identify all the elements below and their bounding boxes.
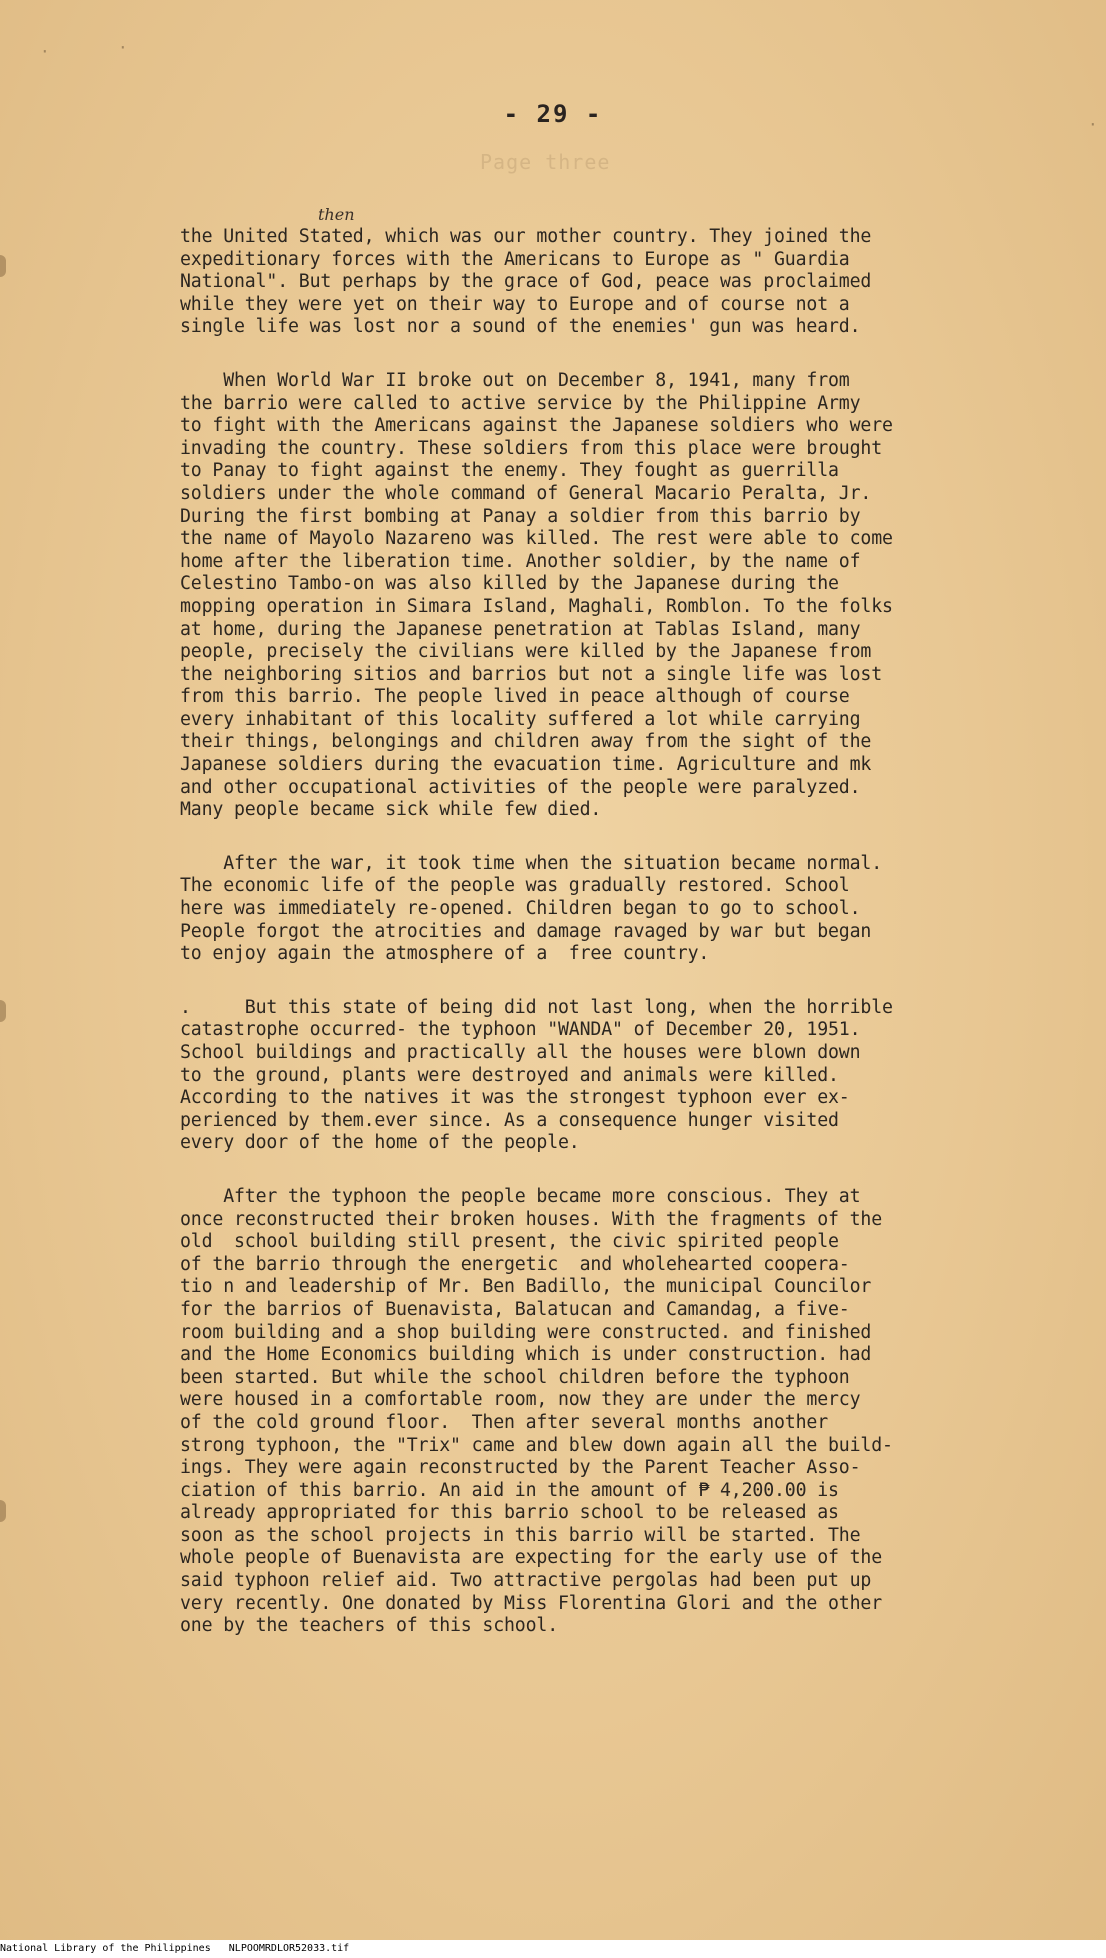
text-line: . But this state of being did not last long, when the horrible <box>180 996 893 1018</box>
paragraph <box>180 1186 1010 1638</box>
scan-footer <box>0 1940 1106 1958</box>
text-line: already appropriated for this barrio school to be released as <box>180 1502 839 1524</box>
bleed-through-text: Page three <box>480 150 611 174</box>
text-line: ciation of this barrio. An aid in the amount of ₱ 4,200.00 is <box>180 1479 839 1501</box>
text-line: the barrio were called to active service by the Philippine Army <box>180 392 861 414</box>
text-line: Celestino Tambo-on was also killed by the Japanese during the <box>180 573 839 595</box>
text-line: tio n and leadership of Mr. Ben Badillo, the municipal Councilor <box>180 1276 872 1298</box>
paper-speck: · <box>1088 115 1098 134</box>
text-line: once reconstructed their broken houses. With the fragments of the <box>180 1208 882 1230</box>
text-line: one by the teachers of this school. <box>180 1615 558 1637</box>
text-line: to the ground, plants were destroyed and animals were killed. <box>180 1064 839 1086</box>
footer-library-name: National Library of the Philippines <box>0 1943 211 1954</box>
text-line: every door of the home of the people. <box>180 1132 580 1154</box>
text-line: catastrophe occurred- the typhoon "WANDA" of December 20, 1951. <box>180 1019 861 1041</box>
text-line: for the barrios of Buenavista, Balatucan and Camandag, a five- <box>180 1298 850 1320</box>
text-line: single life was lost nor a sound of the enemies' gun was heard. <box>180 316 861 338</box>
text-line: After the typhoon the people became more conscious. They at <box>180 1185 861 1207</box>
paragraph <box>180 370 1010 822</box>
text-line: National". But perhaps by the grace of God, peace was proclaimed <box>180 271 872 293</box>
binding-hole-mark <box>0 1000 6 1022</box>
paragraph <box>180 853 1010 966</box>
text-line: of the cold ground floor. Then after several months another <box>180 1411 828 1433</box>
text-line: were housed in a comfortable room, now they are under the mercy <box>180 1389 861 1411</box>
paper-speck: · <box>40 42 50 61</box>
text-line: their things, belongings and children away from the sight of the <box>180 731 872 753</box>
text-line: the name of Mayolo Nazareno was killed. The rest were able to come <box>180 528 893 550</box>
text-line: The economic life of the people was gradually restored. School <box>180 875 850 897</box>
text-line: at home, during the Japanese penetration at Tablas Island, many <box>180 618 861 640</box>
text-line: invading the country. These soldiers from this place were brought <box>180 437 882 459</box>
text-line: room building and a shop building were constructed. and finished <box>180 1321 872 1343</box>
text-line: School buildings and practically all the houses were blown down <box>180 1042 861 1063</box>
text-line: Japanese soldiers during the evacuation time. Agriculture and mk <box>180 754 872 776</box>
text-line: and the Home Economics building which is under construction. had <box>180 1344 872 1366</box>
text-line: ings. They were again reconstructed by the Parent Teacher Asso- <box>180 1457 861 1479</box>
text-line: old school building still present, the civic spirited people <box>180 1231 839 1253</box>
paper-speck: · <box>118 38 128 57</box>
typed-body-text <box>180 226 1010 1669</box>
page-number: - 29 - <box>503 100 603 128</box>
text-line: expeditionary forces with the Americans to Europe as " Guardia <box>180 248 850 270</box>
text-line: from this barrio. The people lived in peace although of course <box>180 686 850 708</box>
text-line: been started. But while the school children before the typhoon <box>180 1366 850 1388</box>
paragraph <box>180 226 1010 339</box>
text-line: of the barrio through the energetic and wholehearted coopera- <box>180 1253 850 1275</box>
text-line: to fight with the Americans against the Japanese soldiers who were <box>180 415 893 437</box>
text-line: strong typhoon, the "Trix" came and blew down again all the build- <box>180 1434 893 1456</box>
text-line: every inhabitant of this locality suffered a lot while carrying <box>180 708 861 730</box>
text-line: while they were yet on their way to Europe and of course not a <box>180 293 850 315</box>
text-line: said typhoon relief aid. Two attractive pergolas had been put up <box>180 1570 872 1592</box>
handwritten-annotation: then <box>318 205 355 224</box>
text-line: here was immediately re-opened. Children began to go to school. <box>180 898 861 920</box>
text-line: soon as the school projects in this barrio will be started. The <box>180 1524 861 1546</box>
text-line: and other occupational activities of the people were paralyzed. <box>180 776 861 798</box>
text-line: very recently. One donated by Miss Florentina Glori and the other <box>180 1592 882 1614</box>
text-line: After the war, it took time when the situation became normal. <box>180 852 882 874</box>
binding-hole-mark <box>0 255 6 277</box>
text-line: the neighboring sitios and barrios but not a single life was lost <box>180 663 882 685</box>
text-line: home after the liberation time. Another soldier, by the name of <box>180 550 861 572</box>
text-line: When World War II broke out on December 8, 1941, many from <box>180 369 850 391</box>
text-line: According to the natives it was the strongest typhoon ever ex- <box>180 1087 850 1109</box>
text-line: to Panay to fight against the enemy. They fought as guerrilla <box>180 460 839 482</box>
text-line: During the first bombing at Panay a soldier from this barrio by <box>180 505 861 527</box>
text-line: to enjoy again the atmosphere of a free country. <box>180 943 710 965</box>
binding-hole-mark <box>0 1500 6 1522</box>
text-line: soldiers under the whole command of General Macario Peralta, Jr. <box>180 482 872 504</box>
text-line: whole people of Buenavista are expecting for the early use of the <box>180 1547 882 1569</box>
footer-file-name: NLPOOMRDLOR52033.tif <box>228 1943 350 1954</box>
text-line: Many people became sick while few died. <box>180 799 602 821</box>
text-line: perienced by them.ever since. As a consequence hunger visited <box>180 1109 839 1131</box>
text-line: mopping operation in Simara Island, Maghali, Romblon. To the folks <box>180 595 893 617</box>
text-line: People forgot the atrocities and damage ravaged by war but began <box>180 920 872 942</box>
paragraph <box>180 997 1010 1155</box>
text-line: the United Stated, which was our mother country. They joined the <box>180 226 872 247</box>
text-line: people, precisely the civilians were killed by the Japanese from <box>180 641 872 663</box>
